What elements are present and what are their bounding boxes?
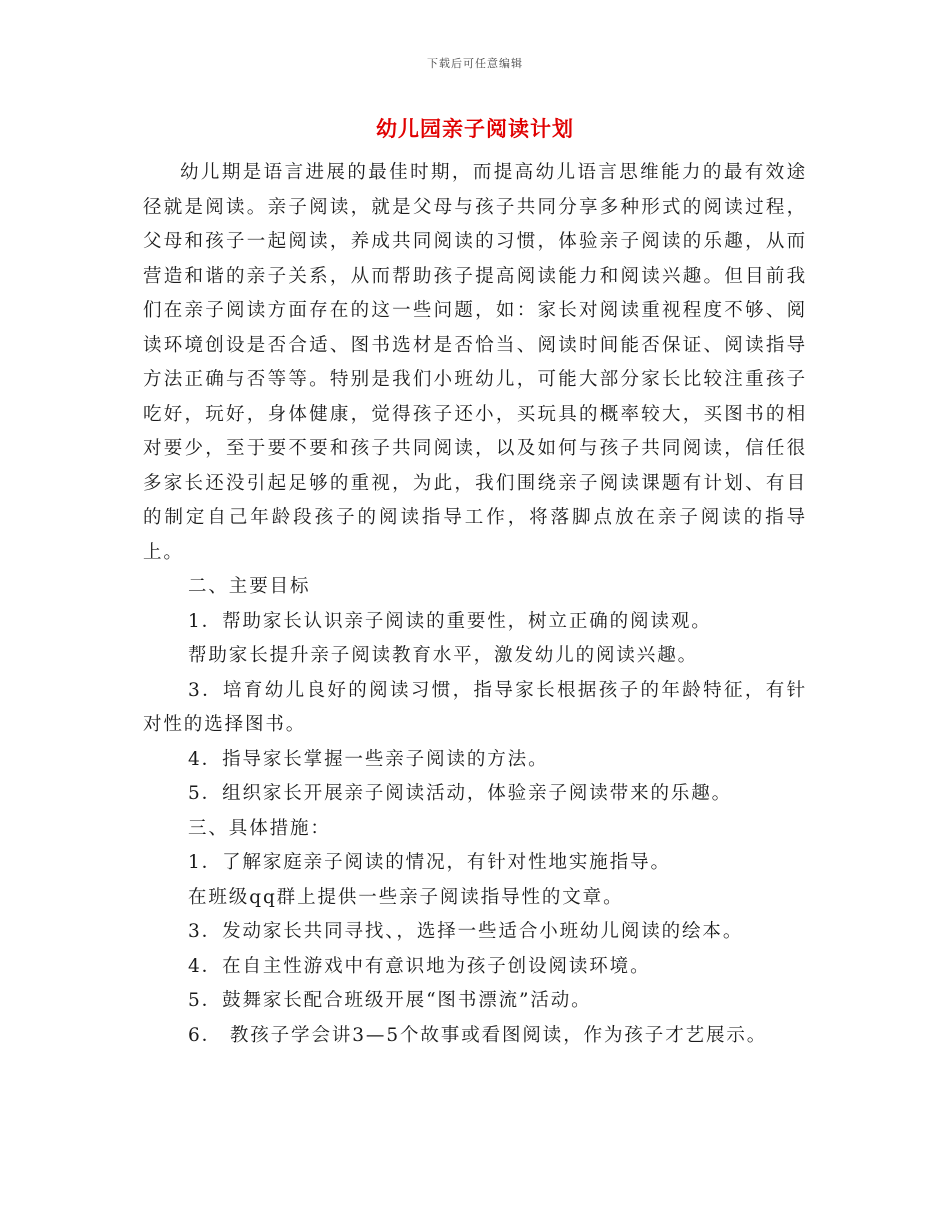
page-header-note: 下载后可任意编辑 <box>427 57 523 70</box>
section-heading-measures: 三、具体措施： <box>188 817 331 839</box>
measure-item: 5．鼓舞家长配合班级开展“图书漂流”活动。 <box>188 990 592 1011</box>
goal-item: 5．组织家长开展亲子阅读活动，体验亲子阅读带来的乐趣。 <box>188 783 733 804</box>
measure-item: 4．在自主性游戏中有意识地为孩子创设阅读环境。 <box>188 955 651 977</box>
measure-item: 1．了解家庭亲子阅读的情况，有针对性地实施指导。 <box>188 852 671 873</box>
measure-item: 6． 教孩子学会讲3—5个故事或看图阅读，作为孩子才艺展示。 <box>188 1024 768 1046</box>
measure-item: 3．发动家长共同寻找、，选择一些适合小班幼儿阅读的绘本。 <box>188 921 744 942</box>
measure-item: 在班级qq群上提供一些亲子阅读指导性的文章。 <box>188 886 624 908</box>
section-heading-goals: 二、主要目标 <box>188 576 311 597</box>
document-title: 幼儿园亲子阅读计划 <box>376 116 574 141</box>
goal-item: 4．指导家长掌握一些亲子阅读的方法。 <box>188 748 549 770</box>
intro-paragraph: 幼儿期是语言进展的最佳时期，而提高幼儿语言思维能力的最有效途径就是阅读。亲子阅读，就是父母与孩子共同分享多种形式的阅读过程，父母和孩子一起阅读，养成共同阅读的习惯，体验亲子阅读的乐趣，从而营造和谐的亲子关系，从而帮助孩子提高阅读能力和阅读兴趣。但目前我们在亲子阅读方面存在的这一些问题，如：家长对阅读重视程度不够、阅读环境创设是否合适、图书选材是否恰当、阅读时间能否保证、阅读指导方法正确与否等等。特别是我们小班幼儿，可能大部分家长比较注重孩子吃好，玩好，身体健康，觉得孩子还小，买玩具的概率较大，买图书的相对要少，至于要不要和孩子共同阅读，以及如何与孩子共同阅读，信任很多家长还没引起足够的重视，为此，我们围绕亲子阅读课题有计划、有目的制定自己年龄段孩子的阅读指导工作，将落脚点放在亲子阅读的指导上。 <box>143 162 807 563</box>
document-body <box>143 156 807 1053</box>
goal-item: 3．培育幼儿良好的阅读习惯，指导家长根据孩子的年龄特征，有针对性的选择图书。 <box>143 679 807 735</box>
goal-item: 1．帮助家长认识亲子阅读的重要性，树立正确的阅读观。 <box>188 610 712 632</box>
goal-item: 帮助家长提升亲子阅读教育水平，激发幼儿的阅读兴趣。 <box>188 645 699 666</box>
